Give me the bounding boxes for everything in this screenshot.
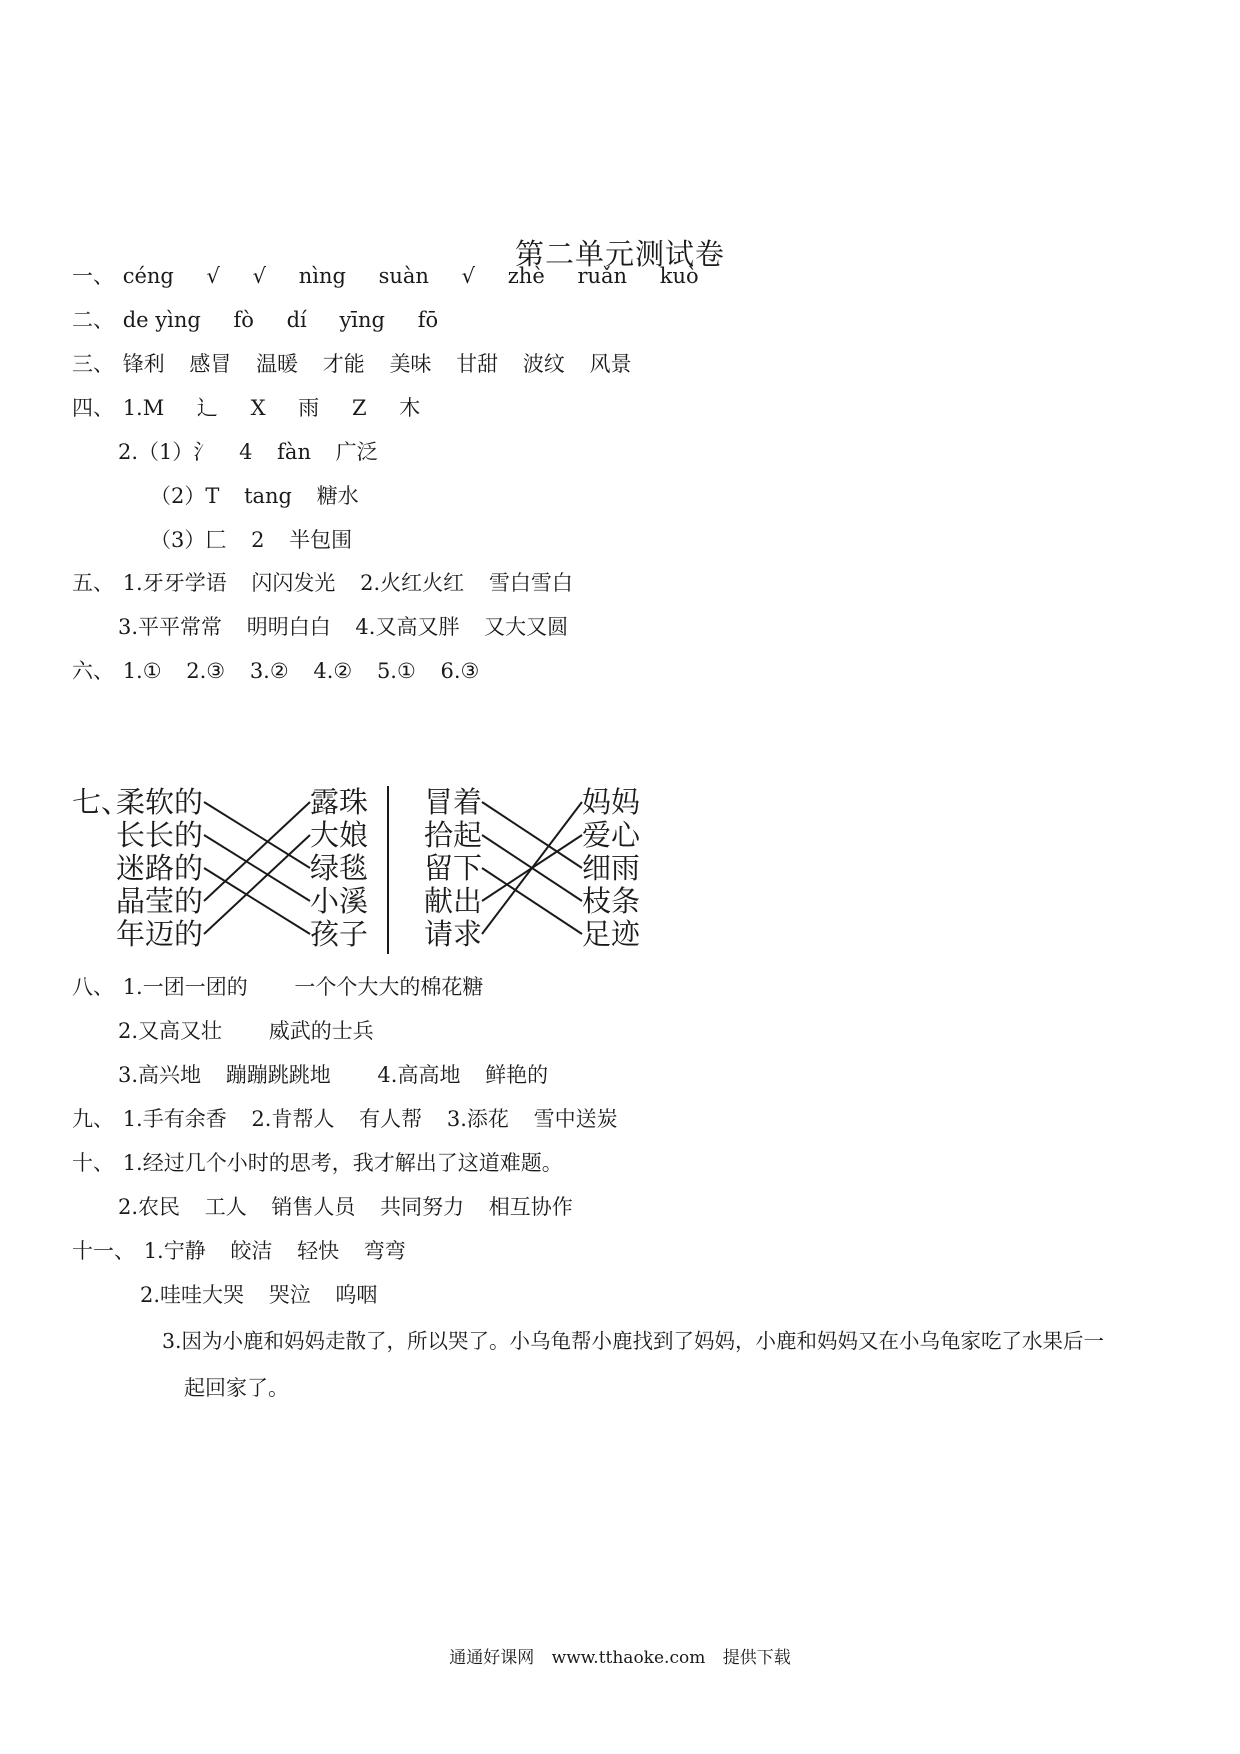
answer-item: 销售人员 bbox=[271, 1195, 356, 1219]
page-title: 第二单元测试卷 bbox=[514, 237, 725, 271]
answer-item: 4.② bbox=[313, 659, 353, 683]
answer-item: 闪闪发光 bbox=[251, 571, 336, 595]
section-10-row-2 bbox=[118, 1197, 591, 1218]
answer-item: nìng bbox=[298, 264, 346, 288]
answer-item: Z bbox=[351, 396, 367, 420]
section-4-row-4 bbox=[150, 530, 370, 551]
answer-item: yīng bbox=[339, 308, 385, 332]
answer-item: 糖水 bbox=[316, 484, 359, 508]
section-5-row-1 bbox=[72, 573, 591, 594]
match-right-b-word: 足迹 bbox=[582, 917, 641, 951]
section-11-row-3b bbox=[184, 1378, 289, 1399]
answer-item: 1.一团一团的 bbox=[122, 975, 248, 999]
answer-sentence: 1.经过几个小时的思考，我才解出了这道难题。 bbox=[122, 1151, 563, 1175]
answer-item: 才能 bbox=[322, 352, 365, 376]
answer-item: 呜咽 bbox=[335, 1283, 378, 1307]
answer-item: 3.高兴地 bbox=[118, 1063, 202, 1087]
section-11-row-3a bbox=[162, 1331, 1104, 1352]
answer-item: 1.M bbox=[122, 396, 165, 420]
footer-suffix: 提供下载 bbox=[722, 1648, 791, 1668]
answer-item: fàn bbox=[277, 440, 311, 464]
answer-item: 广泛 bbox=[335, 440, 378, 464]
section-10-row-1 bbox=[72, 1153, 581, 1174]
answer-item: 甘甜 bbox=[456, 352, 499, 376]
answer-item: 3.添花 bbox=[446, 1107, 509, 1131]
answer-item: （3）匚 bbox=[150, 528, 227, 552]
answer-item: 2.哇哇大哭 bbox=[140, 1283, 245, 1307]
answer-item: 6.③ bbox=[440, 659, 480, 683]
footer-url[interactable]: www.tthaoke.com bbox=[551, 1648, 706, 1668]
section-3 bbox=[72, 354, 650, 375]
answer-paragraph: 3.因为小鹿和妈妈走散了，所以哭了。小乌龟帮小鹿找到了妈妈，小鹿和妈妈又在小乌龟家吃了水果后一 bbox=[162, 1329, 1105, 1353]
match-left-b-word: 献出 bbox=[424, 884, 483, 918]
answer-item: tang bbox=[244, 484, 292, 508]
answer-item: fō bbox=[417, 308, 439, 332]
answer-item: 3.平平常常 bbox=[118, 615, 223, 639]
match-right-b-word: 爱心 bbox=[582, 818, 641, 852]
answer-item: zhè bbox=[507, 264, 545, 288]
match-left-a-word: 晶莹的 bbox=[116, 884, 204, 918]
answer-item: 哭泣 bbox=[268, 1283, 311, 1307]
answer-item: 相互协作 bbox=[488, 1195, 573, 1219]
section-6 bbox=[72, 661, 497, 682]
answer-item: √ bbox=[461, 264, 476, 288]
answer-item: 1.手有余香 bbox=[122, 1107, 227, 1131]
answer-item: 2.火红火红 bbox=[360, 571, 465, 595]
match-link-a bbox=[204, 868, 310, 934]
answer-item: 3.② bbox=[249, 659, 289, 683]
match-link-a bbox=[204, 802, 310, 868]
section-label: 八、 bbox=[72, 975, 114, 999]
section-11-row-1 bbox=[72, 1241, 424, 1262]
section-8-row-3 bbox=[118, 1065, 566, 1086]
match-right-a-word: 小溪 bbox=[310, 884, 369, 918]
match-right-b-word: 细雨 bbox=[582, 851, 641, 885]
section-9 bbox=[72, 1109, 636, 1130]
page-footer bbox=[0, 1643, 1240, 1668]
answer-item: 2.农民 bbox=[118, 1195, 181, 1219]
answer-item: 2 bbox=[251, 528, 265, 552]
section-4-row-3 bbox=[150, 486, 377, 507]
answer-item: 2.③ bbox=[186, 659, 226, 683]
match-left-a-word: 迷路的 bbox=[116, 851, 204, 885]
answer-item: 轻快 bbox=[297, 1239, 340, 1263]
section-1 bbox=[72, 266, 725, 287]
answer-item: （2）T bbox=[150, 484, 220, 508]
section-label: 五、 bbox=[72, 571, 114, 595]
match-link-a bbox=[204, 802, 310, 901]
section-label: 十、 bbox=[72, 1151, 114, 1175]
section-label: 一、 bbox=[72, 264, 114, 288]
answer-item: ruǎn bbox=[577, 264, 628, 288]
answer-item: 弯弯 bbox=[363, 1239, 406, 1263]
footer-site-name: 通通好课网 bbox=[449, 1648, 535, 1668]
answer-item: √ bbox=[206, 264, 220, 288]
answer-item: 共同努力 bbox=[380, 1195, 465, 1219]
answer-item: 2.（1）氵 bbox=[118, 440, 215, 464]
match-link-b bbox=[482, 802, 582, 868]
match-left-a-word: 柔软的 bbox=[116, 785, 204, 819]
answer-item: 1.牙牙学语 bbox=[122, 571, 227, 595]
match-link-b bbox=[482, 802, 582, 934]
answer-item: 美味 bbox=[389, 352, 432, 376]
answer-item: 波纹 bbox=[522, 352, 565, 376]
section-label: 九、 bbox=[72, 1107, 114, 1131]
answer-item: 工人 bbox=[204, 1195, 247, 1219]
section-11-row-2 bbox=[140, 1285, 395, 1306]
section-8-row-2 bbox=[118, 1021, 392, 1042]
answer-item: suàn bbox=[378, 264, 429, 288]
answer-item: 温暖 bbox=[256, 352, 299, 376]
section-label: 七、 bbox=[72, 785, 131, 819]
answer-item: de yìng bbox=[122, 308, 201, 332]
answer-item: 1.宁静 bbox=[143, 1239, 206, 1263]
answer-item: 风景 bbox=[589, 352, 632, 376]
match-right-a-word: 绿毯 bbox=[310, 851, 369, 885]
match-link-b bbox=[482, 868, 582, 934]
match-left-b-word: 留下 bbox=[424, 851, 483, 885]
match-right-b-word: 妈妈 bbox=[582, 785, 641, 819]
answer-item: 雪中送炭 bbox=[533, 1107, 618, 1131]
answer-item: √ bbox=[252, 264, 267, 288]
answer-item: céng bbox=[122, 264, 174, 288]
match-link-a bbox=[204, 835, 310, 934]
section-8-row-1 bbox=[72, 977, 501, 998]
match-left-b-word: 拾起 bbox=[424, 818, 483, 852]
answer-item: 一个个大大的棉花糖 bbox=[294, 975, 484, 999]
match-right-b-word: 枝条 bbox=[582, 884, 641, 918]
section-label: 六、 bbox=[72, 659, 114, 683]
match-left-a-word: 年迈的 bbox=[116, 917, 204, 951]
answer-item: 雪白雪白 bbox=[488, 571, 573, 595]
match-right-a-word: 大娘 bbox=[310, 818, 369, 852]
answer-item: 明明白白 bbox=[246, 615, 331, 639]
match-right-a-word: 孩子 bbox=[310, 917, 369, 951]
answer-item: 雨 bbox=[298, 396, 320, 420]
matching-exercise bbox=[72, 782, 672, 962]
answer-item: 皎洁 bbox=[230, 1239, 273, 1263]
answer-item: 有人帮 bbox=[359, 1107, 423, 1131]
match-left-b-word: 冒着 bbox=[424, 785, 483, 819]
answer-item: 锋利 bbox=[122, 352, 165, 376]
section-label: 三、 bbox=[72, 352, 114, 376]
answer-item: fò bbox=[233, 308, 254, 332]
answer-item: 鲜艳的 bbox=[485, 1063, 549, 1087]
section-4-row-2 bbox=[118, 442, 396, 463]
answer-item: 2.又高又壮 bbox=[118, 1019, 223, 1043]
answer-item: 4.又高又胖 bbox=[355, 615, 460, 639]
match-left-b-word: 请求 bbox=[424, 917, 483, 951]
match-right-a-word: 露珠 bbox=[310, 785, 369, 819]
answer-item: 1.① bbox=[122, 659, 162, 683]
section-2 bbox=[72, 310, 464, 331]
answer-item: dí bbox=[286, 308, 307, 332]
answer-item: 4.高高地 bbox=[377, 1063, 461, 1087]
section-5-row-2 bbox=[118, 617, 586, 638]
answer-item: 蹦蹦跳跳地 bbox=[225, 1063, 331, 1087]
answer-item: 2.肯帮人 bbox=[251, 1107, 335, 1131]
answer-item: 又大又圆 bbox=[484, 615, 569, 639]
answer-item: kuò bbox=[659, 264, 699, 288]
answer-item: 4 bbox=[239, 440, 253, 464]
answer-item: 木 bbox=[399, 396, 421, 420]
answer-item: 辶 bbox=[196, 396, 218, 420]
section-label: 十一、 bbox=[72, 1239, 135, 1263]
answer-item: 威武的士兵 bbox=[268, 1019, 374, 1043]
match-left-a-word: 长长的 bbox=[116, 818, 204, 852]
answer-item: X bbox=[250, 396, 266, 420]
answer-item: 半包围 bbox=[289, 528, 353, 552]
answer-item: 5.① bbox=[376, 659, 416, 683]
section-label: 四、 bbox=[72, 396, 114, 420]
match-link-a bbox=[204, 835, 310, 901]
answer-paragraph: 起回家了。 bbox=[184, 1376, 289, 1400]
section-label: 二、 bbox=[72, 308, 114, 332]
answer-item: 感冒 bbox=[189, 352, 232, 376]
section-4-row-1 bbox=[72, 398, 446, 419]
